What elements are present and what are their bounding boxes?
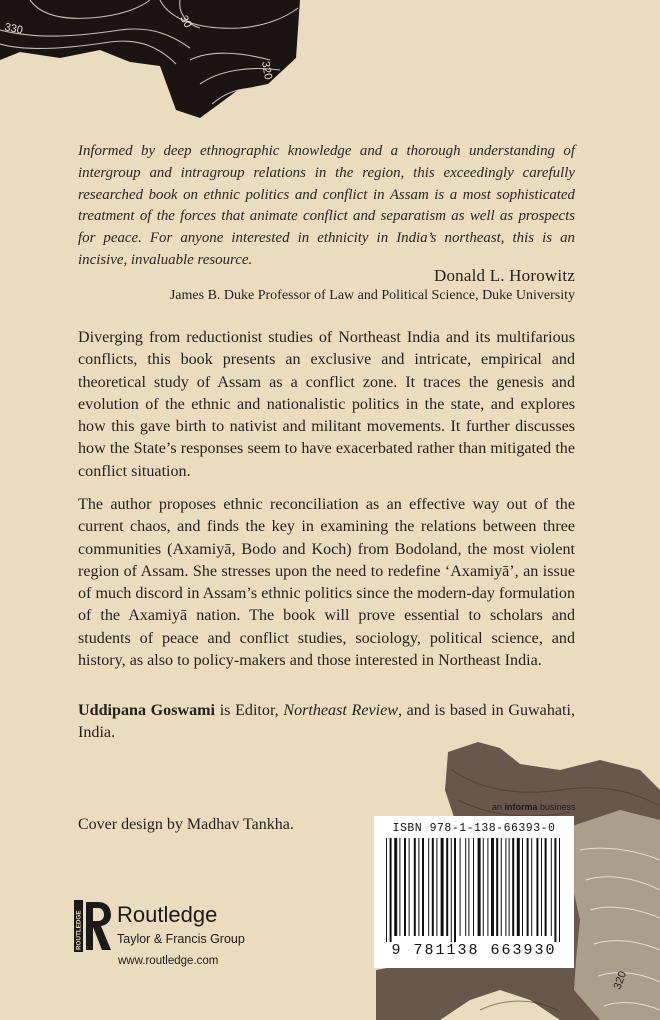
barcode-bar: [418, 838, 419, 936]
cover-credit: [78, 816, 294, 834]
author-bio-journal: Northeast Review: [283, 702, 398, 719]
barcode-bar: [483, 838, 484, 936]
informa-prefix: an: [492, 802, 505, 812]
barcode-bar: [541, 838, 542, 936]
publisher-group: Taylor & Francis Group: [117, 932, 245, 946]
barcode-bar: [451, 838, 452, 942]
barcode-bar: [509, 838, 510, 936]
isbn-digits: 9 781138 663930: [391, 942, 557, 959]
endorsement-quote: Informed by deep ethnographic knowledge and a thorough understanding of intergroup and intragroup relations in the region, this exceedingly carefully researched book on ethnic politics and conflict in Assam is a most sophisticated treatment of the forces that animate conflict and separatism as well as prospects for peace. For anyone interested in ethnicity in India’s northeast, this is an incisive, invaluable resource.: [78, 143, 575, 268]
barcode-bar: [394, 838, 397, 936]
barcode-bar: [428, 838, 429, 936]
barcode-bar: [531, 838, 532, 936]
barcode-bar: [478, 838, 481, 936]
barcode-bar: [527, 838, 529, 936]
barcode-bar: [559, 838, 560, 942]
barcode-bar: [441, 838, 444, 936]
endorsement-author: Donald L. Horowitz: [434, 266, 575, 285]
barcode-bar: [390, 838, 392, 942]
routledge-logo-icon: [74, 900, 112, 952]
description-paragraph-1: Diverging from reductionist studies of Northeast India and its multifarious conflicts, this book presents an exclusive and intricate, empirical and theoretical study of Assam as a conflict zone. It traces the genesis and evolution of the ethnic and nationalistic politics in the state, and explores how this gave birth to nativist and militant movements. It further discusses how the State’s responses seem to have exacerbated rather than mitigated the conflict situation.: [78, 329, 575, 480]
barcode-bar: [414, 838, 416, 936]
barcode-bar: [522, 838, 523, 936]
barcode-bar: [496, 838, 498, 936]
map-label-330: 330: [3, 21, 24, 37]
barcode-bar: [505, 838, 506, 936]
barcode-bar: [460, 838, 461, 936]
description-paragraph-2: The author proposes ethnic reconciliation as an effective way out of the current chaos, and finds the key in examining the relations between three communities (Axamiyā, Bodo and Koch) from Bodoland, the most violent region of Assam. She stresses upon the need to redefine ‘Axamiyā’, an issue of much discord in Assam’s ethnic politics since the modern-day formulation of the Axamiyā nation. The book will prove essential to scholars and students of peace and conflict studies, sociology, political science, and history, as also to policy-makers and those interested in Northeast India.: [78, 496, 575, 670]
author-name: Uddipana Goswami: [78, 702, 216, 719]
barcode-box: [374, 816, 574, 968]
barcode-bar: [554, 838, 556, 942]
map-label-320: 320: [259, 60, 275, 81]
informa-suffix: business: [537, 802, 576, 812]
barcode-bar: [454, 838, 456, 942]
author-bio: [78, 700, 575, 745]
map-label-320-bottom: 320: [611, 969, 630, 992]
isbn-label: ISBN 978-1-138-66393-0: [392, 822, 556, 835]
barcode-bar: [422, 838, 424, 936]
barcode-bar: [409, 838, 410, 936]
publisher-url[interactable]: www.routledge.com: [118, 955, 219, 967]
publisher-name: Routledge: [117, 902, 218, 927]
cover-credit-label: Cover: [78, 816, 118, 833]
barcode-bar: [501, 838, 502, 936]
informa-brand: informa: [504, 802, 538, 812]
informa-business-tag: [492, 802, 576, 812]
routledge-logo-letters: ROUTLEDGE: [75, 910, 83, 950]
barcode-graphic: [384, 838, 564, 942]
barcode-bar: [491, 838, 494, 936]
barcode-bar: [473, 838, 474, 936]
endorsement-author-title: James B. Duke Professor of Law and Political Science, Duke University: [169, 288, 575, 303]
barcode-bar: [468, 838, 469, 936]
author-bio-post: , and is based in Guwahati, India.: [78, 702, 575, 742]
barcode-bar: [399, 838, 400, 936]
barcode-bar: [386, 838, 387, 942]
barcode-bar: [487, 838, 488, 936]
barcode-bar: [404, 838, 406, 936]
barcode-bar: [436, 838, 437, 936]
map-label-30: 30: [177, 13, 194, 31]
cover-credit-text: design by Madhav Tankha.: [117, 816, 294, 833]
barcode-bar: [536, 838, 538, 936]
barcode-bar: [545, 838, 547, 936]
barcode-bar: [517, 838, 520, 936]
barcode-bar: [551, 838, 552, 936]
barcode-bar: [512, 838, 514, 936]
barcode-bar: [465, 838, 466, 936]
author-bio-pre: is Editor,: [215, 702, 284, 719]
barcode-bar: [446, 838, 448, 936]
barcode-bar: [432, 838, 434, 936]
